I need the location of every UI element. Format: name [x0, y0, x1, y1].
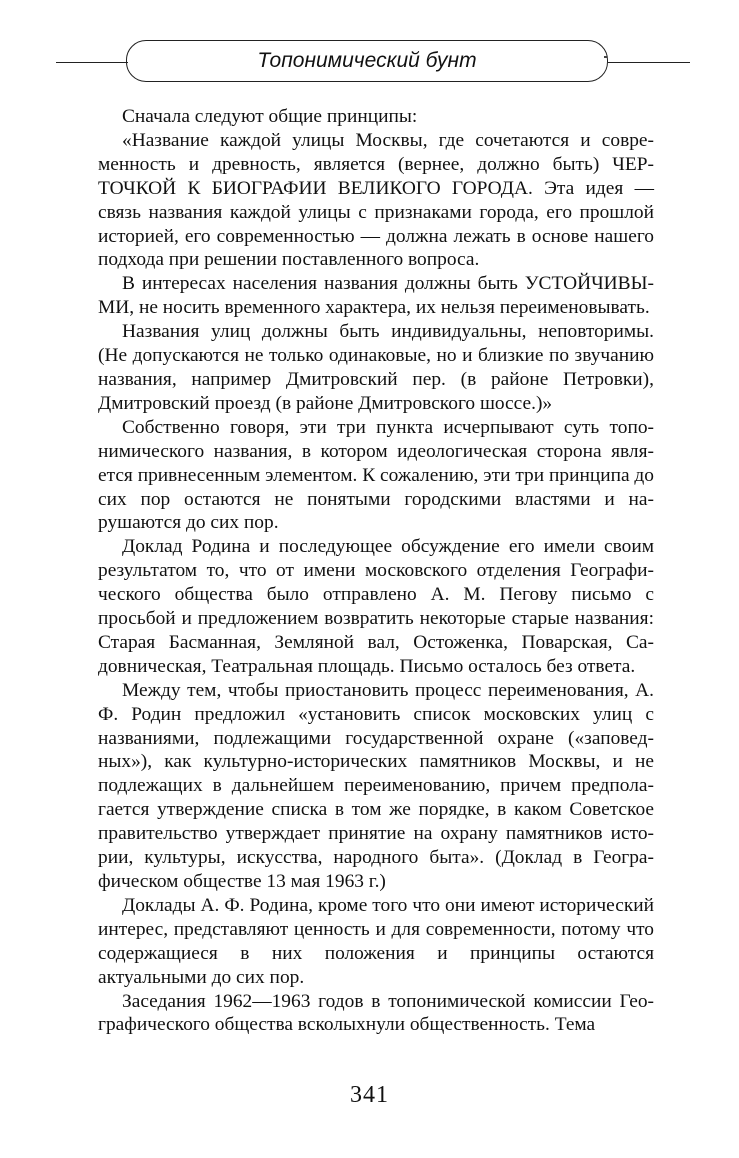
header-dot-mark — [604, 56, 607, 58]
paragraph-6: Доклад Родина и последующее обсуждение его имели своим результатом то, что от имени московского отделения Географического общества было отправлено А. М. Пегову письмо с просьбой и предложением возвратить некоторые старые названия: Старая Басманная, Земляной вал, Остоженка, Поварская, Садовническая, Театральная площадь. Письмо осталось без ответа. — [98, 536, 654, 677]
paragraph-4: Названия улиц должны быть индивидуальны, неповторимы. (Не допускаются не только одинаковые, но и близкие по звучанию названия, например Дмитровский пер. (в районе Петровки), Дмитровский проезд (в районе Дмитровского шоссе.)» — [98, 321, 654, 414]
header-rule-right — [608, 62, 690, 63]
paragraph-5: Собственно говоря, эти три пункта исчерпывают суть топонимического названия, в котором идеологическая сторона является привнесенным элементом. К сожалению, эти три принципа до сих пор остаются не понятыми городскими властями и нарушаются до сих пор. — [98, 416, 654, 534]
paragraph-8: Доклады А. Ф. Родина, кроме того что они имеют исторический интерес, представляют ценность и для современности, потому что содержащиеся в них положения и принципы остаются актуальными до сих пор. — [98, 894, 654, 988]
paragraph-9: Заседания 1962—1963 годов в топонимической комиссии Географического общества всколыхнули общественность. Тема — [98, 990, 654, 1036]
paragraph-7: Между тем, чтобы приостановить процесс переименования, А. Ф. Родин предложил «установить список московских улиц с названиями, подлежащими государственной охране («заповедных»), как культурно-исторических памятников Москвы, и не подлежащих в дальнейшем переименованию, причем предполагается утверждение списка в том же порядке, в каком Советское правительство утверждает принятие на охрану памятников истории, культуры, искусства, народного быта». (Доклад в Географическом обществе 13 мая 1963 г.) — [98, 679, 654, 892]
paragraph-2: «Название каждой улицы Москвы, где сочетаются и современность и древность, является (вернее, должно быть) ЧЕРТОЧКОЙ К БИОГРАФИИ ВЕЛИКОГО ГОРОДА. Эта идея — связь названия каждой улицы с признаками города, его прошлой историей, его современностью — должна лежать в основе нашего подхода при решении поставленного вопроса. — [98, 129, 654, 271]
page-number: 341 — [350, 1082, 389, 1108]
running-header — [0, 0, 739, 110]
running-title: Топонимический бунт — [126, 40, 608, 82]
paragraph-1: Сначала следуют общие принципы: — [122, 106, 418, 127]
paragraph-3: В интересах населения названия должны быть УСТОЙЧИВЫМИ, не носить временного характера, их нельзя переименовывать. — [98, 273, 654, 319]
header-rule-left — [56, 62, 128, 63]
body-text — [98, 105, 654, 1037]
